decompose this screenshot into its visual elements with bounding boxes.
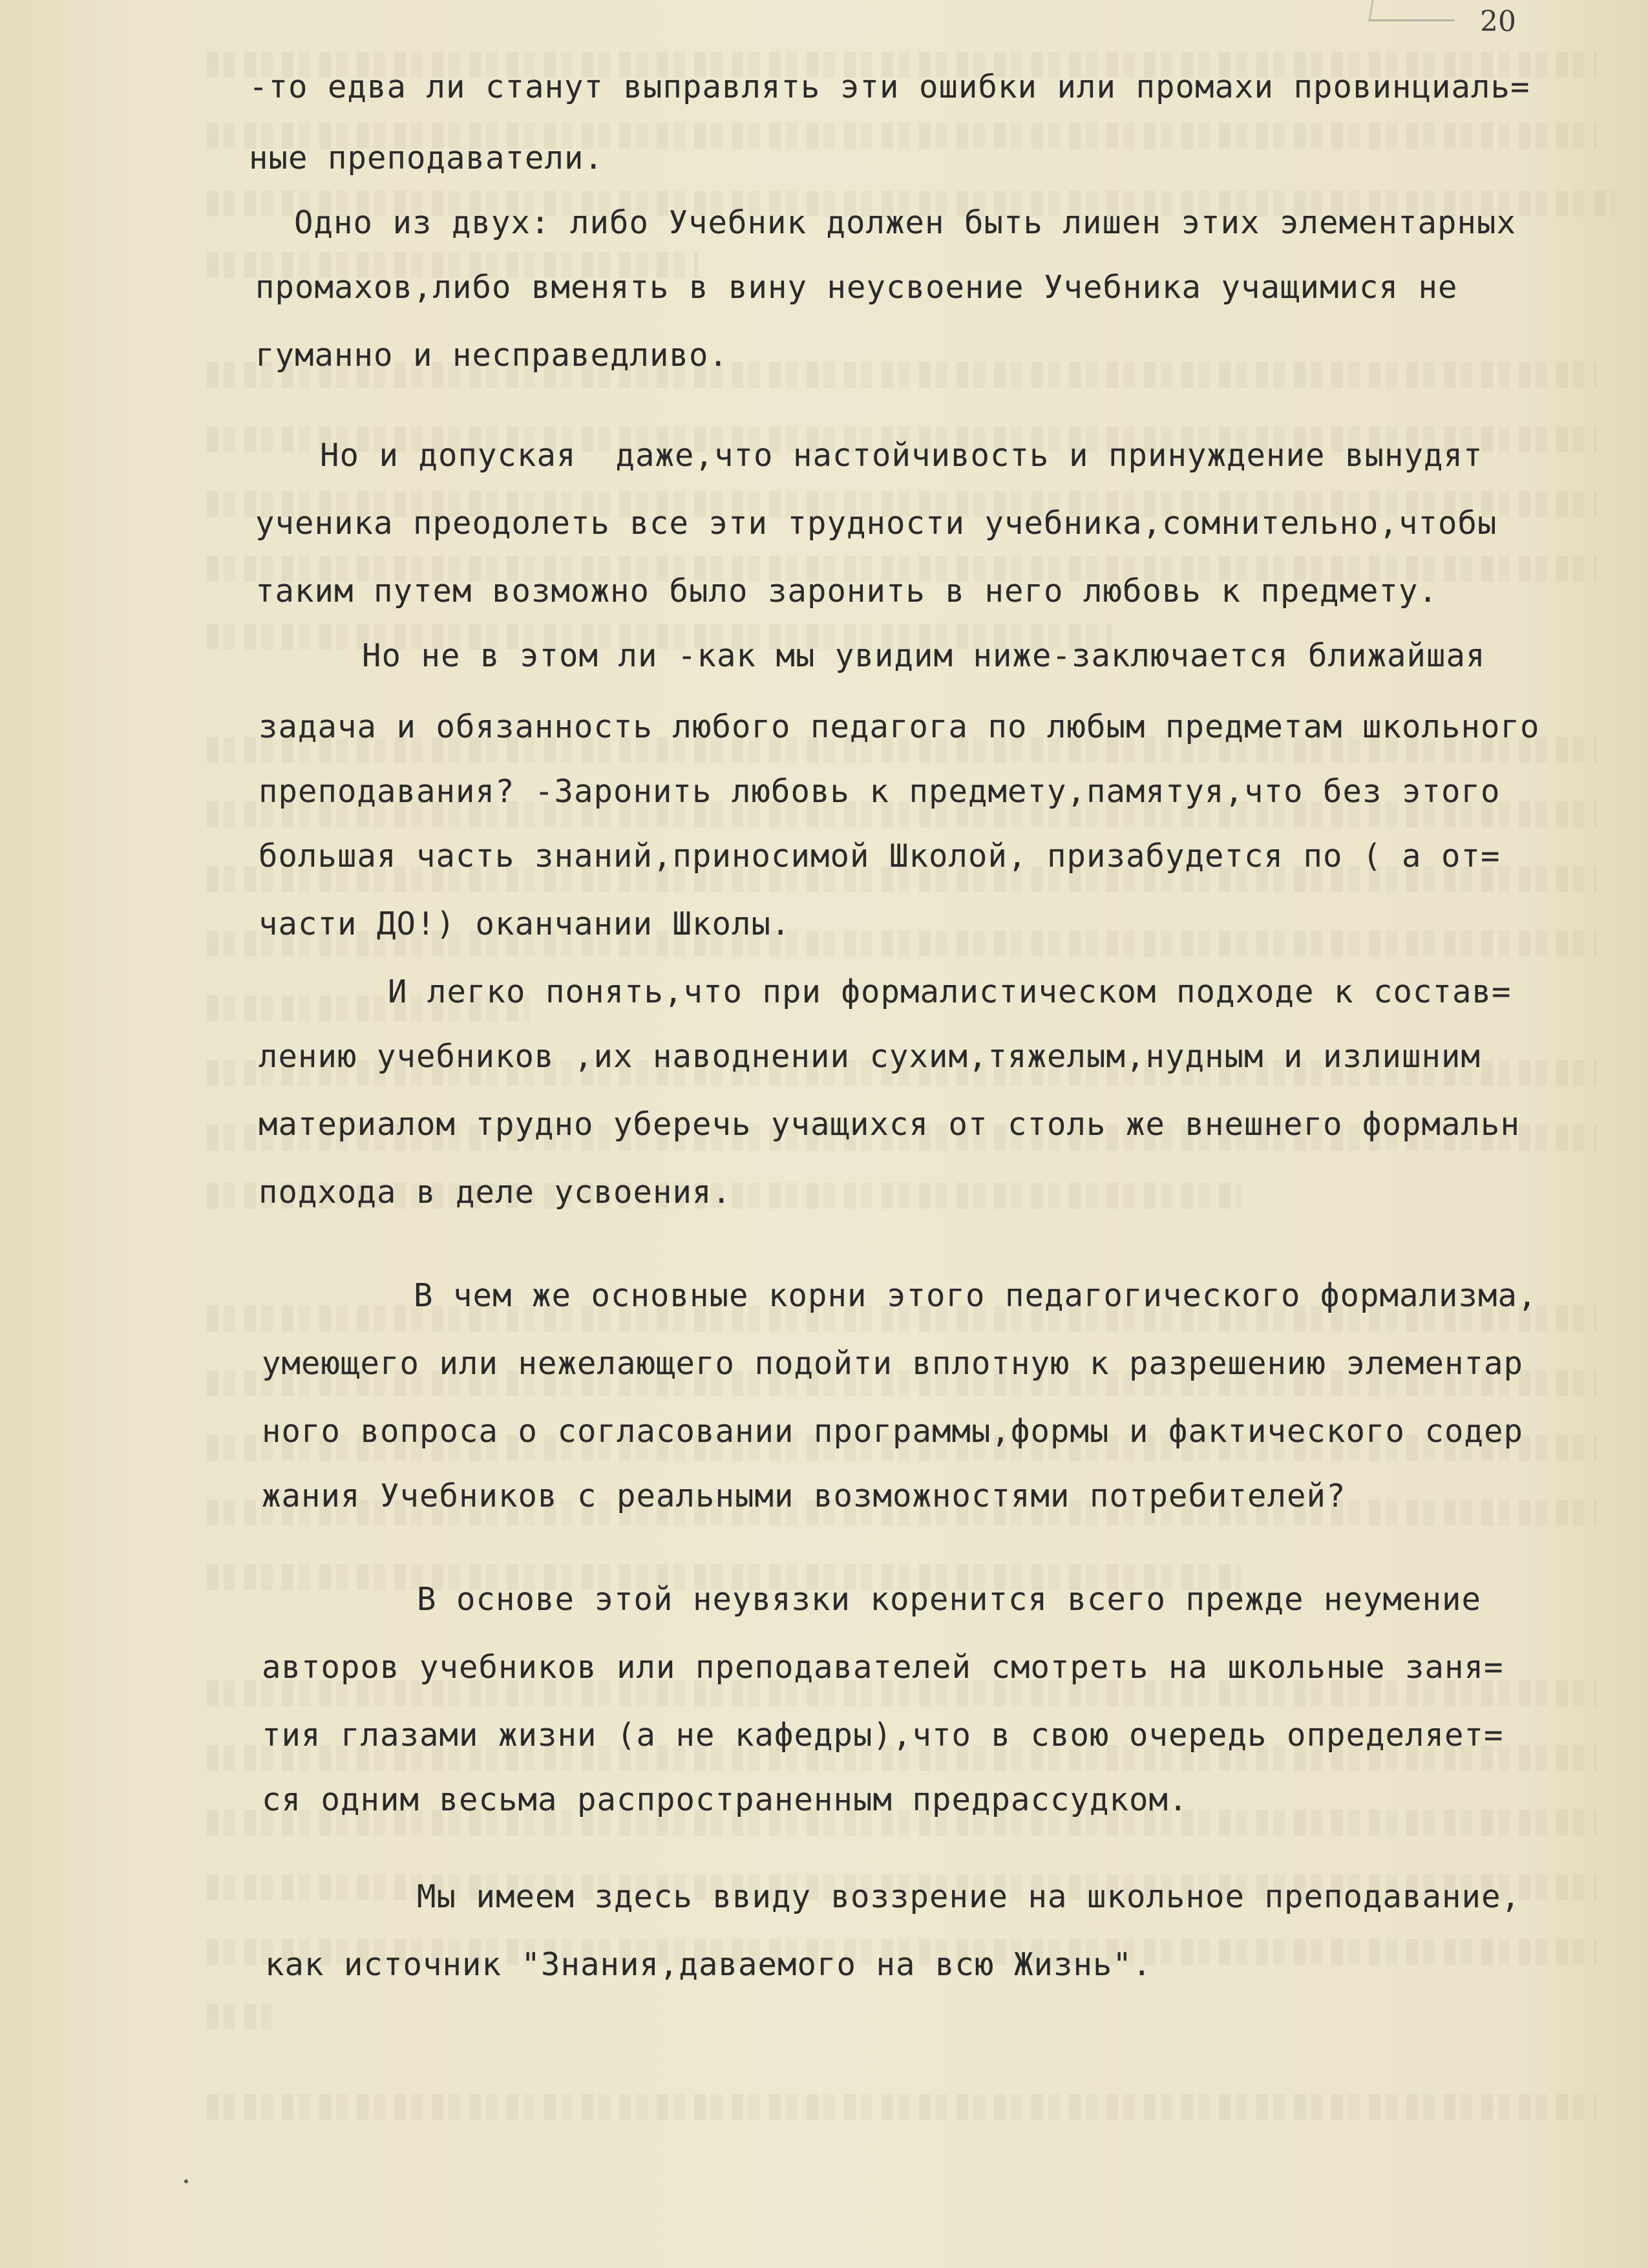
text-line: задача и обязанность любого педагога по любым предметам школьного [259,708,1540,745]
text-line: лению учебников ,их наводнении сухим,тяжелым,нудным и излишним [259,1038,1481,1075]
text-line: ся одним весьма распространенным предрассудком. [262,1781,1188,1818]
text-line: жания Учебников с реальными возможностями потребителей? [262,1478,1346,1514]
text-line: преподавания? -Заронить любовь к предмету,памятуя,что без этого [259,773,1501,810]
text-line: как источник "Знания,даваемого на всю Жизнь". [265,1946,1152,1983]
text-line: умеющего или нежелающего подойти вплотную к разрешению элементар [262,1345,1524,1382]
text-line: промахов,либо вменять в вину неусвоение Учебника учащимися не [255,269,1458,306]
text-line: Но не в этом ли -как мы увидим ниже-заключается ближайшая [362,637,1486,674]
text-line: материалом трудно уберечь учащихся от столь же внешнего формальн [259,1106,1521,1143]
text-line: Но и допуская даже,что настойчивость и принуждение вынудят [320,437,1483,474]
text-line: подхода в деле усвоения. [259,1174,732,1211]
ink-speck [184,2179,188,2183]
text-line: Мы имеем здесь ввиду воззрение на школьное преподавание, [417,1878,1521,1915]
text-line: ные преподаватели. [249,140,604,176]
text-line: В основе этой неувязки коренится всего прежде неумение [417,1581,1482,1618]
text-line: ученика преодолеть все эти трудности учебника,сомнительно,чтобы [255,505,1497,542]
page-number: 20 [1480,5,1516,38]
text-line: части ДО!) оканчании Школы. [259,906,791,942]
text-line: ного вопроса о согласовании программы,формы и фактического содер [262,1413,1524,1450]
text-line: тия глазами жизни (а не кафедры),что в свою очередь определяет= [262,1717,1504,1754]
text-line: Одно из двух: либо Учебник должен быть лишен этих элементарных [294,204,1517,241]
text-line: большая часть знаний,приносимой Школой, призабудется по ( а от= [259,838,1501,874]
text-line: В чем же основные корни этого педагогического формализма, [414,1277,1537,1314]
text-line: -то едва ли станут выправлять эти ошибки или промахи провинциаль= [249,69,1530,105]
text-line: И легко понять,что при формалистическом подходе к состав= [388,973,1512,1010]
stamp-mark [1368,0,1458,21]
text-line: гуманно и несправедливо. [255,337,729,374]
text-line: таким путем возможно было заронить в него любовь к предмету. [255,573,1439,609]
text-line: авторов учебников или преподавателей смотреть на школьные заня= [262,1649,1504,1686]
